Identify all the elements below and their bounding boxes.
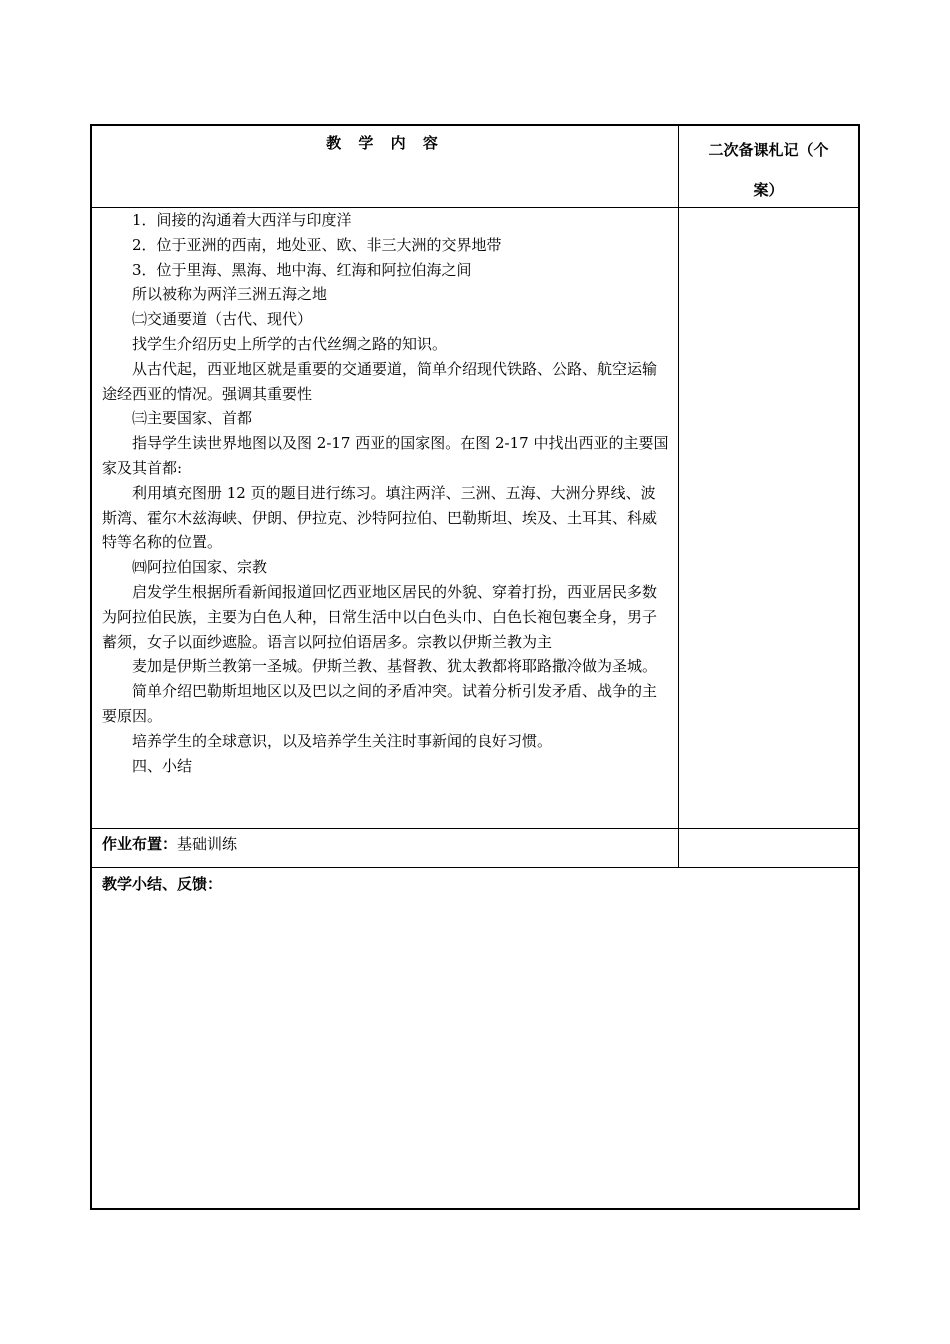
content-header: 教 学 内 容 (326, 134, 444, 152)
content-paragraph: ㈡交通要道（古代、现代） (132, 310, 313, 329)
content-paragraph: 四、小结 (132, 756, 193, 775)
content-paragraph: 1．间接的沟通着大西洋与印度洋 (132, 211, 352, 229)
content-paragraph: 培养学生的全球意识，以及培养学生关注时事新闻的良好习惯。 (132, 731, 553, 750)
summary-divider (92, 867, 858, 868)
content-paragraph: 找学生介绍历史上所学的古代丝绸之路的知识。 (132, 334, 448, 353)
homework-row (102, 833, 237, 854)
content-paragraph: 麦加是伊斯兰教第一圣城。伊斯兰教、基督教、犹太教都将耶路撒冷做为圣城。 (132, 657, 658, 676)
content-paragraph: 从古代起，西亚地区就是重要的交通要道，简单介绍现代铁路、公路、航空运输途经西亚的情况。强调其重要性 (102, 359, 658, 403)
content-paragraph: 利用填充图册 12 页的题目进行练习。填注两洋、三洲、五海、大洲分界线、波斯湾、霍尔木兹海峡、伊朗、伊拉克、沙特阿拉伯、巴勒斯坦、埃及、土耳其、科威特等名称的位置。 (102, 483, 658, 552)
homework-divider (92, 828, 858, 829)
column-divider (678, 126, 679, 867)
content-paragraph: ㈣阿拉伯国家、宗教 (132, 558, 268, 577)
summary-row (102, 873, 222, 894)
notes-header-line1: 二次备课札记（个 (708, 141, 829, 159)
lesson-plan-table (90, 124, 860, 1210)
homework-value: 基础训练 (177, 835, 238, 853)
content-paragraph: 启发学生根据所看新闻报道回忆西亚地区居民的外貌、穿着打扮，西亚居民多数为阿拉伯民族，主要为白色人种，日常生活中以白色头巾、白色长袍包裹全身，男子蓄须，女子以面纱遮脸。语言以阿拉伯语居多。宗教以伊斯兰教为主 (102, 582, 658, 651)
content-paragraph: 简单介绍巴勒斯坦地区以及巴以之间的矛盾冲突。试着分析引发矛盾、战争的主要原因。 (102, 682, 658, 725)
notes-header-line2: 案） (753, 181, 784, 199)
content-paragraph: 2．位于亚洲的西南，地处亚、欧、非三大洲的交界地带 (132, 235, 502, 254)
content-paragraph: ㈢主要国家、首都 (132, 409, 253, 428)
content-paragraph: 指导学生读世界地图以及图 2-17 西亚的国家图。在图 2-17 中找出西亚的主要国家及其首都: (102, 434, 669, 477)
content-paragraph: 所以被称为两洋三洲五海之地 (132, 285, 328, 304)
content-paragraph: 3．位于里海、黑海、地中海、红海和阿拉伯海之间 (132, 260, 472, 279)
summary-label: 教学小结、反馈： (102, 875, 223, 893)
lesson-content (102, 208, 670, 778)
homework-label: 作业布置： (102, 835, 178, 853)
notes-header (679, 130, 858, 210)
